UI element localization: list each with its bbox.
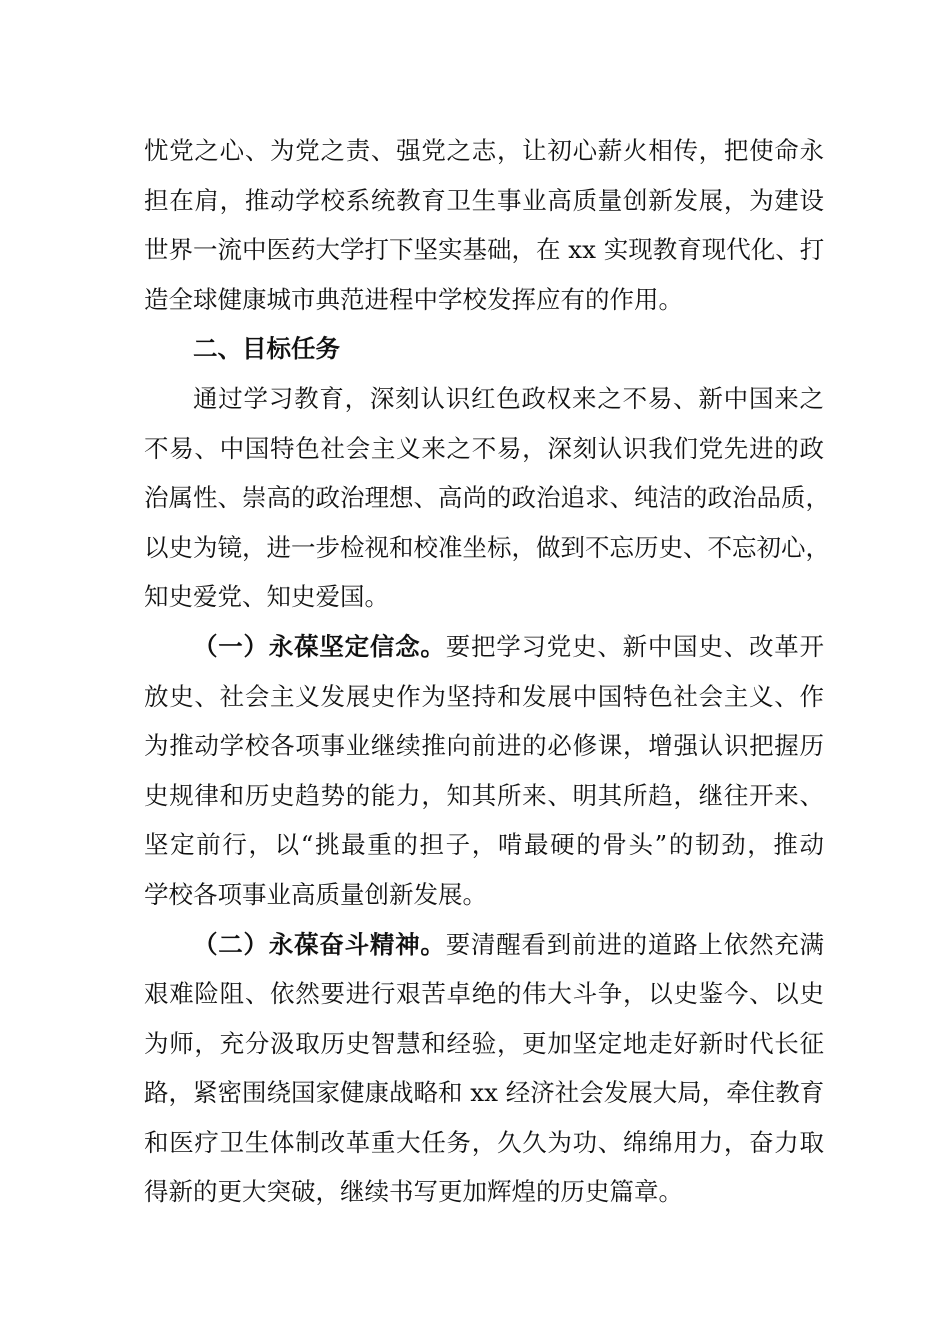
paragraph-line: 治属性、崇高的政治理想、高尚的政治追求、纯洁的政治品质， [144, 483, 830, 513]
paragraph-line: 担在肩，推动学校系统教育卫生事业高质量创新发展，为建设 [144, 185, 824, 215]
paragraph-line: 得新的更大突破，继续书写更加辉煌的历史篇章。 [144, 1177, 683, 1207]
paragraph-line: 世界一流中医药大学打下坚实基础，在 xx 实现教育现代化、打 [144, 235, 825, 265]
paragraph-line: 通过学习教育，深刻认识红色政权来之不易、新中国来之 [193, 383, 824, 413]
paragraph-goal [144, 374, 830, 622]
document-body [144, 126, 830, 1217]
paragraph-line: 学校各项事业高质量创新发展。 [144, 879, 487, 909]
item-struggle-spirit [144, 920, 824, 1218]
item-firm-belief [144, 622, 824, 920]
paragraph-line: 放史、社会主义发展史作为坚持和发展中国特色社会主义、作 [144, 681, 824, 711]
item-lead: （二）永葆奋斗精神。 [193, 929, 446, 959]
paragraph-line [144, 622, 824, 672]
paragraph-line: 艰难险阻、依然要进行艰苦卓绝的伟大斗争，以史鉴今、以史 [144, 979, 824, 1009]
paragraph-line: 史规律和历史趋势的能力，知其所来、明其所趋，继往开来、 [144, 780, 824, 810]
paragraph-line: 路，紧密围绕国家健康战略和 xx 经济社会发展大局，牵住教育 [144, 1078, 825, 1108]
item-text: 要清醒看到前进的道路上依然充满 [445, 929, 825, 959]
paragraph-line: 坚定前行，以“挑最重的担子，啃最硬的骨头”的韧劲，推动 [144, 830, 824, 860]
paragraph-line: 为推动学校各项事业继续推向前进的必修课，增强认识把握历 [144, 731, 824, 761]
item-lead: （一）永葆坚定信念。 [193, 631, 446, 661]
paragraph-line: 以史为镜，进一步检视和校准坐标，做到不忘历史、不忘初心， [144, 532, 830, 562]
paragraph-line: 不易、中国特色社会主义来之不易，深刻认识我们党先进的政 [144, 433, 824, 463]
paragraph-intro [144, 126, 824, 324]
paragraph-line: 和医疗卫生体制改革重大任务，久久为功、绵绵用力，奋力取 [144, 1127, 824, 1157]
paragraph-line: 为师，充分汲取历史智慧和经验，更加坚定地走好新时代长征 [144, 1028, 824, 1058]
item-text: 要把学习党史、新中国史、改革开 [445, 631, 825, 661]
paragraph-line: 造全球健康城市典范进程中学校发挥应有的作用。 [144, 284, 683, 314]
paragraph-line: 知史爱党、知史爱国。 [144, 582, 389, 612]
paragraph-line: 忧党之心、为党之责、强党之志，让初心薪火相传，把使命永 [144, 136, 824, 165]
paragraph-line [144, 920, 824, 970]
section-heading: 二、目标任务 [193, 334, 340, 364]
